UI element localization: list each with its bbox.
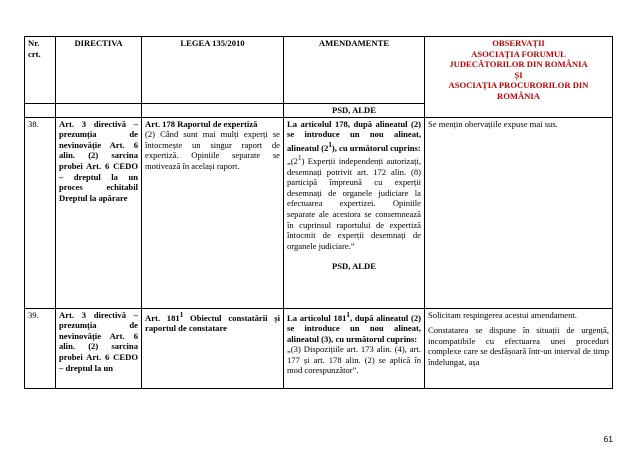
amendament-quote: $„(2^1)$ Experții independenți autorizați, desemnați potrivit art. 172 alin. (8) participă împreună cu experții desemnați de organele judiciare la efectuarea expertizei. Opiniile separate ale acestora se consemnează în cuprinsul raportului de expertiză întocmit de experții desemnați de organele judiciare.” bbox=[287, 154, 421, 251]
row-number: 38. bbox=[25, 117, 56, 308]
header-directiva: DIRECTIVA bbox=[56, 37, 142, 104]
header-legea: LEGEA 135/2010 bbox=[142, 37, 284, 104]
amendament-cell bbox=[284, 117, 425, 308]
amendament-intro: La articolul 178, după alineatul (2) se introduce un nou alineat, alineatul $(2^1)$, cu următorul cuprins: bbox=[287, 118, 421, 153]
amendament-intro: La articolul $181^1$, după alineatul (2) se introduce un nou alineat, alineatul (3), cu următorul cuprins: bbox=[287, 310, 421, 344]
directiva-cell bbox=[56, 308, 142, 388]
legea-cell bbox=[142, 308, 284, 388]
amendments-table bbox=[24, 36, 613, 389]
observatii-cell bbox=[425, 117, 613, 308]
amendament-cell bbox=[284, 308, 425, 388]
header-amendamente: AMENDAMENTE bbox=[284, 37, 425, 104]
directiva-cell bbox=[56, 117, 142, 308]
amendament-author: PSD, ALDE bbox=[332, 261, 376, 272]
section-empty-directiva bbox=[56, 104, 142, 118]
row-number: 39. bbox=[25, 308, 56, 388]
legea-article-title: Art. $181^1$ Obiectul constatării și raportul de constatare bbox=[145, 310, 280, 334]
section-label: PSD, ALDE bbox=[284, 104, 425, 118]
section-empty-legea bbox=[142, 104, 284, 118]
header-observatii: OBSERVAȚII ASOCIAȚIA FORUMUL JUDECĂTORILOR DIN ROMÂNIA ȘI ASOCIAȚIA PROCURORILOR DIN ROMÂNIA bbox=[425, 37, 613, 118]
directiva-text: Art. 3 directivă – prezumția de nevinovăție Art. 6 alin. (2) sarcina probei Art. 6 CEDO – dreptul la un bbox=[59, 309, 138, 373]
observatii-paragraph-2: Constatarea se dispune în situații de urgență, incompatibile cu efectuarea unei proceduri complexe care se desfășoară într-un interval de timp îndelungat, așa bbox=[428, 325, 609, 367]
legea-cell bbox=[142, 117, 284, 308]
legea-article-title: Art. 178 Raportul de expertiză bbox=[145, 118, 258, 129]
amendament-quote: „(3) Dispozițiile art. 173 alin. (4), art. 177 și art. 178 alin. (2) se aplică în mod corespunzător”. bbox=[287, 344, 421, 376]
table-row bbox=[25, 117, 613, 308]
observatii-text: Se mențin obervațiile expuse mai sus. bbox=[428, 118, 558, 129]
page-number: 61 bbox=[603, 434, 613, 444]
directiva-text: Art. 3 directivă – prezumția de nevinovăție Art. 6 alin. (2) sarcina probei Art. 6 CEDO – dreptul la un proces echitabil Dreptul la apărare bbox=[59, 118, 138, 203]
legea-article-text: (2) Când sunt mai mulți experți se întocmește un singur raport de expertiză. Opiniile separate se motivează în același raport. bbox=[145, 129, 280, 171]
observatii-paragraph-1: Solicitam respingerea acestui amendament. bbox=[428, 309, 577, 320]
header-row bbox=[25, 37, 613, 104]
table-row bbox=[25, 308, 613, 388]
observatii-cell bbox=[425, 308, 613, 388]
section-empty-nr bbox=[25, 104, 56, 118]
header-nr-crt: Nr. crt. bbox=[25, 37, 56, 104]
